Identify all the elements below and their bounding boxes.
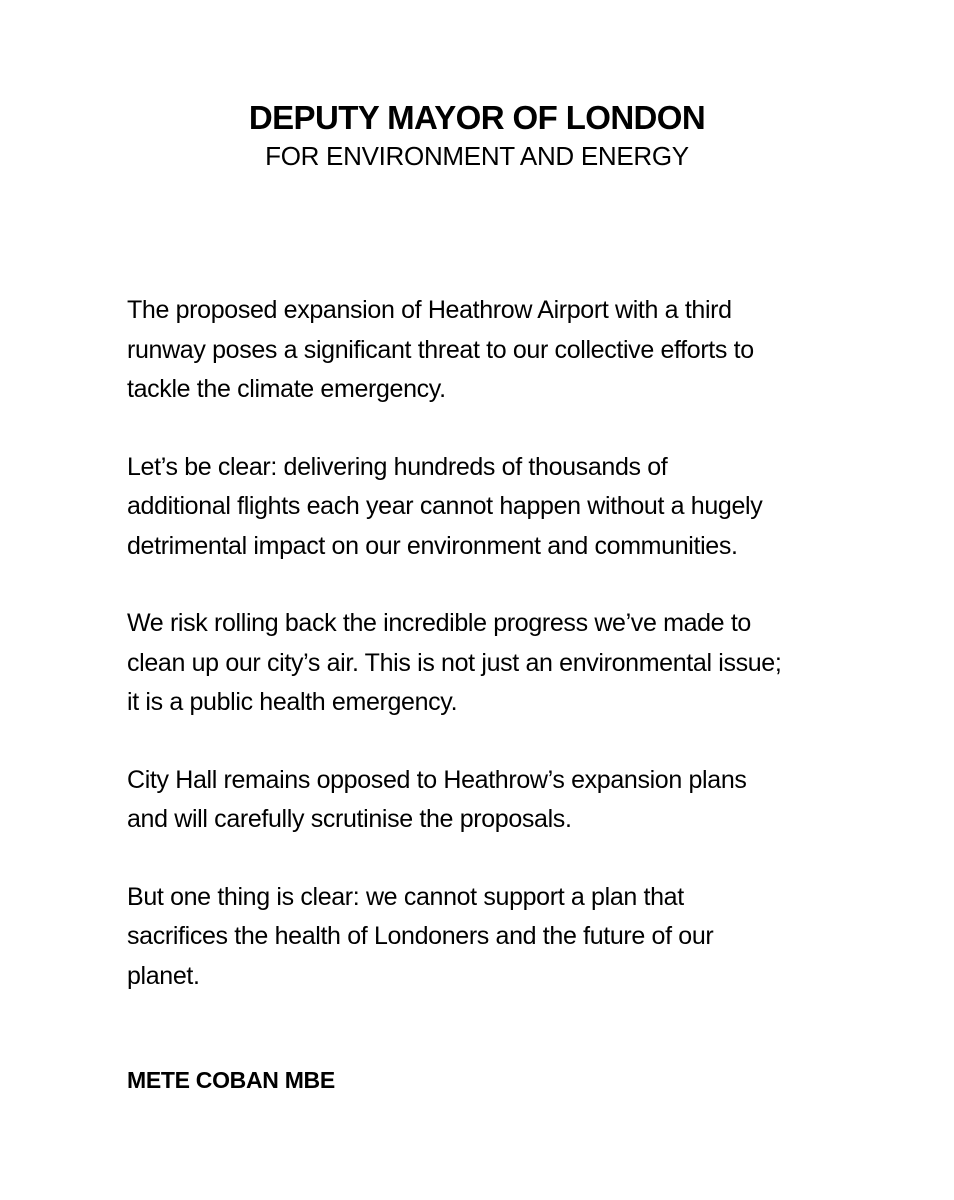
paragraph-line: The proposed expansion of Heathrow Airport with a third xyxy=(127,296,732,324)
paragraph-line: clean up our city’s air. This is not just an environmental issue; xyxy=(127,648,782,677)
paragraph-5 xyxy=(127,878,837,997)
paragraph-line: We risk rolling back the incredible progress we’ve made to xyxy=(127,609,751,637)
paragraph-line: it is a public health emergency. xyxy=(127,688,458,716)
paragraph-line: Let’s be clear: delivering hundreds of thousands of xyxy=(127,452,668,481)
paragraph-line: additional flights each year cannot happen without a hugely xyxy=(127,492,763,520)
paragraph-line: sacrifices the health of Londoners and the future of our xyxy=(127,922,714,950)
signature: METE COBAN MBE xyxy=(127,1067,335,1093)
paragraph-line: planet. xyxy=(127,961,200,990)
statement-body xyxy=(127,291,837,1034)
statement-header xyxy=(0,96,954,172)
paragraph-4 xyxy=(127,761,837,840)
paragraph-1 xyxy=(127,291,837,410)
page-title: DEPUTY MAYOR OF LONDON xyxy=(248,99,706,136)
paragraph-line: But one thing is clear: we cannot support a plan that xyxy=(127,882,684,911)
paragraph-line: tackle the climate emergency. xyxy=(127,375,446,403)
paragraph-line: detrimental impact on our environment and communities. xyxy=(127,531,738,560)
paragraph-2 xyxy=(127,448,837,567)
paragraph-line: and will carefully scrutinise the proposals. xyxy=(127,805,572,833)
paragraph-3 xyxy=(127,604,837,723)
paragraph-line: runway poses a significant threat to our collective efforts to xyxy=(127,335,754,364)
paragraph-line: City Hall remains opposed to Heathrow’s expansion plans xyxy=(127,765,747,794)
page-subtitle: FOR ENVIRONMENT AND ENERGY xyxy=(265,141,689,171)
